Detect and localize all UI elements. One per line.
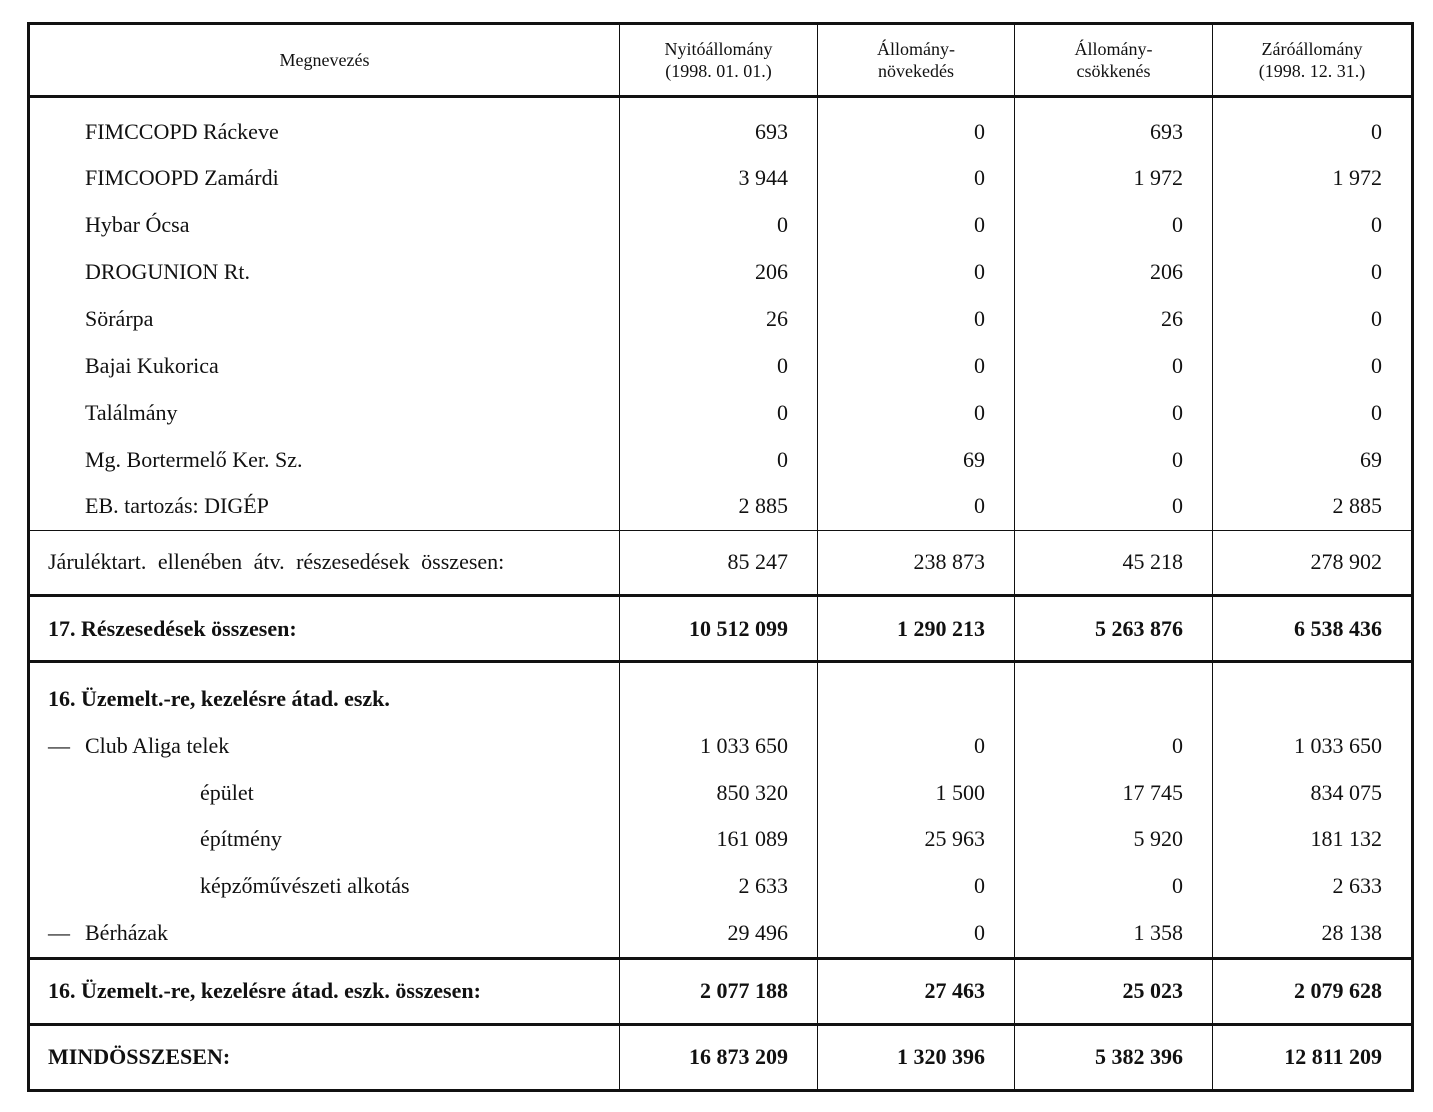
cell-opening: 2 077 188 xyxy=(620,958,818,1024)
cell-closing: 1 033 650 xyxy=(1213,722,1413,769)
table-row xyxy=(29,910,1413,958)
header-closing: Záróállomány (1998. 12. 31.) xyxy=(1213,24,1413,97)
table-row xyxy=(29,249,1413,296)
row-name: építmény xyxy=(29,816,620,863)
row-name: 17. Részesedések összesen: xyxy=(29,595,620,661)
row-name: 16. Üzemelt.-re, kezelésre átad. eszk. összesen: xyxy=(29,958,620,1024)
cell-closing: 278 902 xyxy=(1213,530,1413,595)
cell-decrease: 26 xyxy=(1015,296,1213,343)
cell-increase: 1 500 xyxy=(818,769,1015,816)
cell-decrease: 0 xyxy=(1015,722,1213,769)
cell-decrease: 693 xyxy=(1015,97,1213,156)
header-name: Megnevezés xyxy=(29,24,620,97)
cell-opening: 3 944 xyxy=(620,155,818,202)
cell-decrease: 0 xyxy=(1015,389,1213,436)
cell-opening: 850 320 xyxy=(620,769,818,816)
row-name: Sörárpa xyxy=(29,296,620,343)
cell-decrease: 1 358 xyxy=(1015,910,1213,958)
cell-opening: 16 873 209 xyxy=(620,1024,818,1090)
cell-decrease: 0 xyxy=(1015,202,1213,249)
cell-decrease: 17 745 xyxy=(1015,769,1213,816)
cell-increase: 69 xyxy=(818,436,1015,483)
cell-closing: 2 079 628 xyxy=(1213,958,1413,1024)
row-name: Hybar Ócsa xyxy=(29,202,620,249)
table-header-row xyxy=(29,24,1413,97)
grand-total-row xyxy=(29,1024,1413,1090)
cell-opening: 161 089 xyxy=(620,816,818,863)
empty-cell xyxy=(1213,662,1413,723)
cell-opening: 2 885 xyxy=(620,483,818,530)
row-name: FIMCOOPD Zamárdi xyxy=(29,155,620,202)
empty-cell xyxy=(818,662,1015,723)
cell-opening: 693 xyxy=(620,97,818,156)
cell-increase: 0 xyxy=(818,97,1015,156)
cell-decrease: 0 xyxy=(1015,483,1213,530)
cell-opening: 85 247 xyxy=(620,530,818,595)
subtotal-row xyxy=(29,530,1413,595)
cell-opening: 10 512 099 xyxy=(620,595,818,661)
row-name: EB. tartozás: DIGÉP xyxy=(29,483,620,530)
cell-decrease: 45 218 xyxy=(1015,530,1213,595)
table-row xyxy=(29,722,1413,769)
cell-closing: 0 xyxy=(1213,249,1413,296)
cell-increase: 25 963 xyxy=(818,816,1015,863)
cell-opening: 0 xyxy=(620,342,818,389)
section-header-row xyxy=(29,662,1413,723)
row-name: épület xyxy=(29,769,620,816)
table-row xyxy=(29,483,1413,530)
cell-closing: 0 xyxy=(1213,296,1413,343)
table-row xyxy=(29,769,1413,816)
cell-increase: 27 463 xyxy=(818,958,1015,1024)
table-row xyxy=(29,436,1413,483)
cell-opening: 1 033 650 xyxy=(620,722,818,769)
cell-increase: 0 xyxy=(818,389,1015,436)
table-row xyxy=(29,202,1413,249)
cell-closing: 28 138 xyxy=(1213,910,1413,958)
cell-closing: 0 xyxy=(1213,202,1413,249)
cell-closing: 834 075 xyxy=(1213,769,1413,816)
row-name: — Bérházak xyxy=(29,910,620,958)
row-name: FIMCCOPD Ráckeve xyxy=(29,97,620,156)
cell-opening: 26 xyxy=(620,296,818,343)
dash-marker: — xyxy=(48,920,70,946)
cell-decrease: 5 382 396 xyxy=(1015,1024,1213,1090)
section-title: 16. Üzemelt.-re, kezelésre átad. eszk. xyxy=(29,662,620,723)
cell-increase: 1 290 213 xyxy=(818,595,1015,661)
table-row xyxy=(29,389,1413,436)
row-name: Találmány xyxy=(29,389,620,436)
cell-closing: 1 972 xyxy=(1213,155,1413,202)
row-name: MINDÖSSZESEN: xyxy=(29,1024,620,1090)
cell-increase: 0 xyxy=(818,910,1015,958)
cell-closing: 2 633 xyxy=(1213,863,1413,910)
table-row xyxy=(29,863,1413,910)
cell-increase: 0 xyxy=(818,342,1015,389)
dash-marker: — xyxy=(48,732,70,758)
total-row xyxy=(29,958,1413,1024)
cell-closing: 0 xyxy=(1213,389,1413,436)
cell-decrease: 1 972 xyxy=(1015,155,1213,202)
cell-closing: 0 xyxy=(1213,97,1413,156)
cell-increase: 238 873 xyxy=(818,530,1015,595)
cell-decrease: 5 920 xyxy=(1015,816,1213,863)
cell-closing: 0 xyxy=(1213,342,1413,389)
table-row xyxy=(29,155,1413,202)
cell-increase: 0 xyxy=(818,202,1015,249)
cell-increase: 0 xyxy=(818,296,1015,343)
empty-cell xyxy=(1015,662,1213,723)
cell-opening: 0 xyxy=(620,202,818,249)
cell-decrease: 0 xyxy=(1015,863,1213,910)
table-row xyxy=(29,97,1413,156)
cell-opening: 0 xyxy=(620,389,818,436)
row-name: Bajai Kukorica xyxy=(29,342,620,389)
cell-increase: 0 xyxy=(818,249,1015,296)
table-row xyxy=(29,816,1413,863)
cell-increase: 0 xyxy=(818,483,1015,530)
cell-closing: 12 811 209 xyxy=(1213,1024,1413,1090)
row-name: — Club Aliga telek xyxy=(29,722,620,769)
cell-closing: 69 xyxy=(1213,436,1413,483)
cell-closing: 181 132 xyxy=(1213,816,1413,863)
cell-increase: 0 xyxy=(818,863,1015,910)
cell-increase: 0 xyxy=(818,155,1015,202)
cell-decrease: 0 xyxy=(1015,342,1213,389)
asset-table-page xyxy=(27,22,1411,1092)
row-name: Járuléktart. ellenében átv. részesedések összesen: xyxy=(29,530,620,595)
cell-closing: 6 538 436 xyxy=(1213,595,1413,661)
row-name: Mg. Bortermelő Ker. Sz. xyxy=(29,436,620,483)
cell-increase: 1 320 396 xyxy=(818,1024,1015,1090)
row-name: DROGUNION Rt. xyxy=(29,249,620,296)
cell-opening: 206 xyxy=(620,249,818,296)
header-decrease: Állomány- csökkenés xyxy=(1015,24,1213,97)
table-row xyxy=(29,296,1413,343)
asset-table xyxy=(27,22,1414,1092)
cell-opening: 2 633 xyxy=(620,863,818,910)
cell-opening: 29 496 xyxy=(620,910,818,958)
empty-cell xyxy=(620,662,818,723)
total-row xyxy=(29,595,1413,661)
cell-decrease: 0 xyxy=(1015,436,1213,483)
cell-decrease: 206 xyxy=(1015,249,1213,296)
cell-closing: 2 885 xyxy=(1213,483,1413,530)
cell-decrease: 5 263 876 xyxy=(1015,595,1213,661)
cell-decrease: 25 023 xyxy=(1015,958,1213,1024)
row-name: képzőművészeti alkotás xyxy=(29,863,620,910)
header-opening: Nyitóállomány (1998. 01. 01.) xyxy=(620,24,818,97)
cell-increase: 0 xyxy=(818,722,1015,769)
header-increase: Állomány- növekedés xyxy=(818,24,1015,97)
cell-opening: 0 xyxy=(620,436,818,483)
table-row xyxy=(29,342,1413,389)
